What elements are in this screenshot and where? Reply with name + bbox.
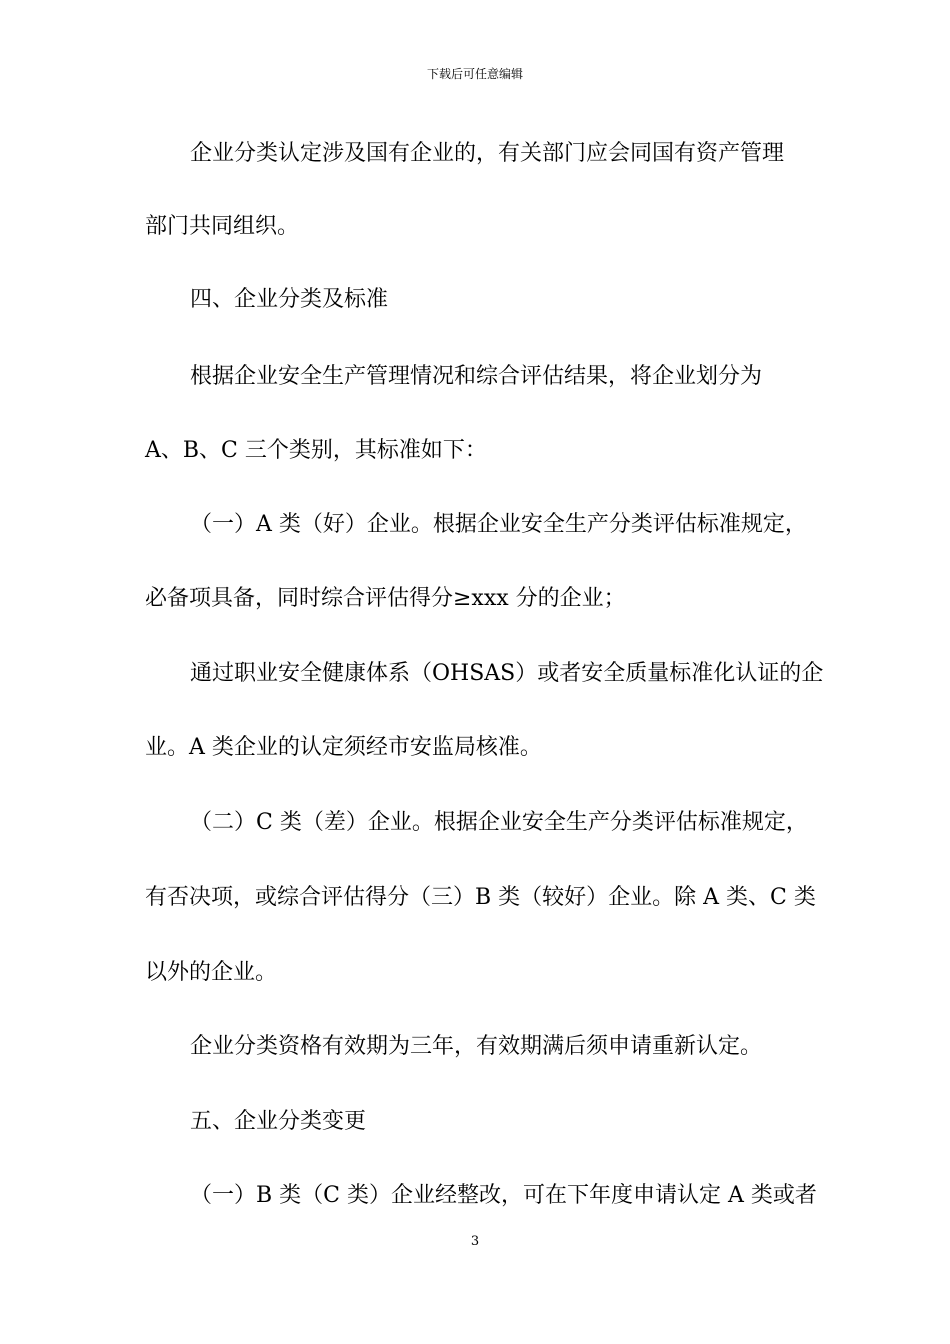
- section-heading: 四、企业分类及标准: [190, 287, 389, 312]
- section-heading: 五、企业分类变更: [190, 1109, 367, 1134]
- page-header: 下载后可任意编辑: [426, 67, 523, 81]
- body-line: 以外的企业。: [145, 960, 278, 985]
- body-line: 业。A 类企业的认定须经市安监局核准。: [145, 735, 542, 760]
- body-line: 必备项具备，同时综合评估得分≥xxx 分的企业；: [145, 586, 626, 611]
- body-line: 企业分类资格有效期为三年，有效期满后须申请重新认定。: [190, 1034, 763, 1059]
- body-line: （二）C 类（差）企业。根据企业安全生产分类评估标准规定，: [190, 810, 808, 835]
- body-line: A、B、C 三个类别，其标准如下：: [145, 438, 487, 463]
- page-number: 3: [470, 1234, 480, 1249]
- body-line: 有否决项，或综合评估得分（三）B 类（较好）企业。除 A 类、C 类: [145, 885, 816, 910]
- body-line: 根据企业安全生产管理情况和综合评估结果，将企业划分为: [190, 364, 763, 389]
- body-line: 部门共同组织。: [145, 214, 300, 239]
- body-line: （一）A 类（好）企业。根据企业安全生产分类评估标准规定，: [190, 512, 807, 537]
- body-line: 企业分类认定涉及国有企业的，有关部门应会同国有资产管理: [190, 141, 785, 166]
- body-line: （一）B 类（C 类）企业经整改，可在下年度申请认定 A 类或者: [190, 1183, 817, 1208]
- body-line: 通过职业安全健康体系（OHSAS）或者安全质量标准化认证的企: [190, 661, 824, 686]
